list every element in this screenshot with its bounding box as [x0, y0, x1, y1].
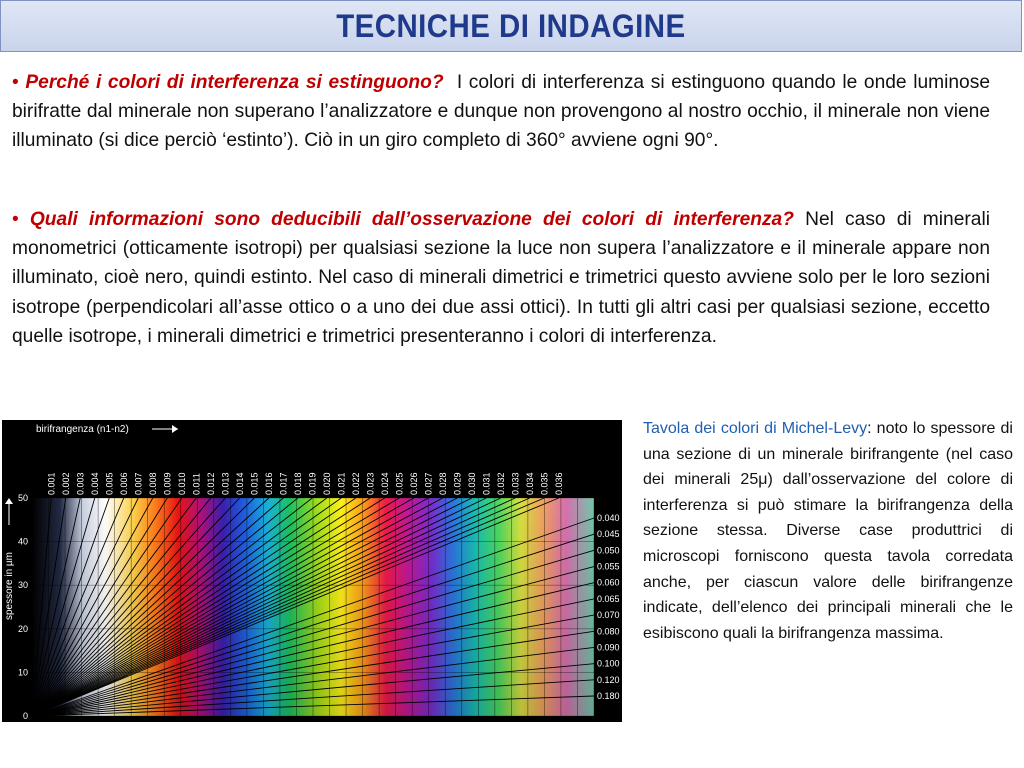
x-tick-label: 0.004 — [89, 472, 100, 495]
right-tick-label: 0.055 — [597, 561, 620, 572]
right-tick-label: 0.120 — [597, 674, 620, 685]
bullet-2: • — [12, 209, 19, 230]
michel-levy-description — [643, 416, 1013, 646]
x-tick-label: 0.013 — [220, 472, 231, 495]
right-tick-label: 0.070 — [597, 610, 620, 621]
x-tick-label: 0.002 — [60, 472, 71, 495]
x-tick-label: 0.035 — [539, 472, 550, 495]
x-tick-label: 0.005 — [104, 472, 115, 495]
x-tick-label: 0.029 — [452, 472, 463, 495]
y-axis-label: spessore in µm — [4, 551, 15, 620]
x-tick-label: 0.016 — [263, 472, 274, 495]
y-tick-label: 10 — [17, 667, 28, 678]
x-tick-label: 0.012 — [205, 472, 216, 495]
x-tick-label: 0.021 — [336, 472, 347, 495]
y-tick-label: 40 — [17, 536, 28, 547]
x-tick-label: 0.009 — [162, 472, 173, 495]
right-tick-label: 0.090 — [597, 642, 620, 653]
question-1: Perché i colori di interferenza si estinguono? — [25, 72, 444, 93]
x-tick-label: 0.018 — [292, 472, 303, 495]
page-title: TECNICHE DI INDAGINE — [336, 7, 686, 44]
x-tick-label: 0.026 — [408, 472, 419, 495]
x-tick-label: 0.007 — [133, 472, 144, 495]
answer-1: I colori di interferenza si estinguono quando le onde luminose birifratte dal minerale non superano l’analizzatore e dunque non provengono al nostro occhio, il minerale non viene illuminato (si dice perciò ‘estinto’). Ciò in un giro completo di 360° avviene ogni 90°. — [12, 72, 990, 152]
right-tick-label: 0.045 — [597, 529, 620, 540]
x-tick-label: 0.036 — [553, 472, 564, 495]
x-tick-label: 0.010 — [176, 472, 187, 495]
x-tick-label: 0.034 — [524, 472, 535, 495]
title-bar — [0, 0, 1022, 52]
x-tick-label: 0.019 — [307, 472, 318, 495]
y-tick-label: 20 — [17, 623, 28, 634]
right-tick-label: 0.060 — [597, 577, 620, 588]
x-tick-label: 0.023 — [365, 472, 376, 495]
michel-levy-chart — [2, 420, 622, 722]
x-tick-label: 0.001 — [46, 472, 57, 495]
x-tick-label: 0.027 — [423, 472, 434, 495]
x-tick-label: 0.024 — [379, 472, 390, 495]
y-tick-label: 0 — [22, 711, 28, 721]
y-tick-label: 30 — [17, 580, 28, 591]
x-tick-label: 0.008 — [147, 472, 158, 495]
x-tick-label: 0.017 — [278, 472, 289, 495]
x-axis-label: birifrangenza (n1-n2) — [36, 424, 129, 435]
x-tick-label: 0.028 — [437, 472, 448, 495]
michel-levy-heading: Tavola dei colori di Michel-Levy — [643, 420, 868, 437]
right-tick-label: 0.065 — [597, 593, 620, 604]
x-tick-label: 0.015 — [249, 472, 260, 495]
x-tick-label: 0.022 — [350, 472, 361, 495]
paragraph-2 — [12, 205, 990, 351]
bullet-1: • — [12, 72, 19, 93]
right-tick-label: 0.050 — [597, 545, 620, 556]
michel-levy-text: : noto lo spessore di una sezione di un minerale birifrangente (nel caso dei minerali 25μ) dall’osservazione del colore di interferenza si può stimare la birifrangenza della sezione stessa. Diverse case produttrici di microscopi forniscono questa tavola corredata anche, per ciascun valore delle birifrangenze indicate, dell’elenco dei principali minerali che le esibiscono quali la birifrangenza massima. — [643, 420, 1013, 642]
x-tick-label: 0.003 — [75, 472, 86, 495]
x-tick-label: 0.006 — [118, 472, 129, 495]
x-tick-label: 0.032 — [495, 472, 506, 495]
x-tick-label: 0.031 — [481, 472, 492, 495]
x-tick-label: 0.020 — [321, 472, 332, 495]
x-tick-label: 0.033 — [510, 472, 521, 495]
paragraph-1 — [12, 68, 990, 156]
y-tick-label: 50 — [17, 493, 28, 503]
x-tick-label: 0.011 — [191, 473, 202, 495]
question-2: Quali informazioni sono deducibili dall’osservazione dei colori di interferenza? — [29, 209, 794, 230]
x-tick-label: 0.014 — [234, 472, 245, 495]
right-tick-label: 0.180 — [597, 691, 620, 701]
x-tick-label: 0.030 — [466, 472, 477, 495]
answer-2: Nel caso di minerali monometrici (otticamente isotropi) per qualsiasi sezione la luce non supera l’analizzatore e il minerale appare non illuminato, cioè nero, quindi estinto. Nel caso di minerali dimetrici e trimetrici questo avviene solo per le loro sezioni isotrope (perpendicolari all’asse ottico o a uno dei due assi ottici). In tutti gli altri casi per qualsiasi sezione, eccetto quelle isotrope, i minerali dimetrici e trimetrici presenteranno i colori di interferenza. — [12, 209, 990, 347]
right-tick-label: 0.080 — [597, 626, 620, 637]
right-tick-label: 0.100 — [597, 658, 620, 669]
right-tick-label: 0.040 — [597, 513, 620, 523]
x-tick-label: 0.025 — [394, 472, 405, 495]
